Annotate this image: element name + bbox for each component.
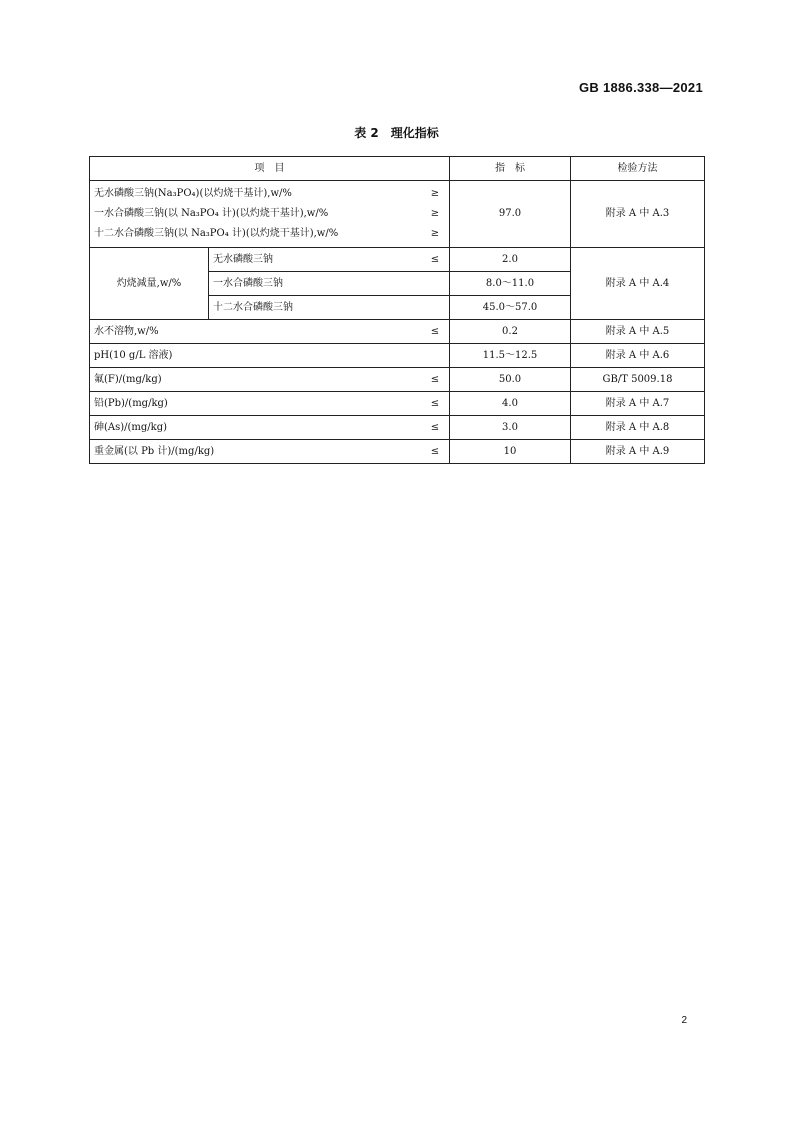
col-header-item: 项 目 [90,157,450,181]
row-label-ph: pH(10 g/L 溶液) [90,344,450,368]
value-heavy-metals: 10 [450,440,571,464]
sub-name: 无水磷酸三钠 [213,253,273,265]
row-label-ignition-loss: 灼烧减量,w/% [90,248,209,320]
gte-symbol: ≥ [430,208,440,219]
table-row-lead [90,392,705,416]
method-heavy-metals: 附录 A 中 A.9 [571,440,705,464]
row-label-arsenic [90,416,450,440]
value-anhydrous: 97.0 [450,181,571,248]
sub-label-anhydrous [209,248,450,272]
value-lead: 4.0 [450,392,571,416]
row-label-lead [90,392,450,416]
table-row-heavy-metals [90,440,705,464]
lte-symbol: ≤ [430,253,440,265]
value-insoluble: 0.2 [450,320,571,344]
row-label-heavy-metals [90,440,450,464]
lte-symbol: ≤ [430,397,440,409]
table-row-arsenic [90,416,705,440]
table-title: 表 2 理化指标 [354,126,439,140]
value-arsenic: 3.0 [450,416,571,440]
label-text: 氟(F)/(mg/kg) [94,373,162,385]
table-row-insoluble [90,320,705,344]
label-text: 重金属(以 Pb 计)/(mg/kg) [94,445,215,457]
lte-symbol: ≤ [430,373,440,385]
method-insoluble: 附录 A 中 A.5 [571,320,705,344]
line-monohydrate: 一水合磷酸三钠(以 Na₃PO₄ 计)(以灼烧干基计),w/% [94,208,329,219]
row-label-insoluble [90,320,450,344]
method-arsenic: 附录 A 中 A.8 [571,416,705,440]
label-text: 铅(Pb)/(mg/kg) [94,397,168,409]
table-row-ignition-loss-1 [90,248,705,272]
standard-code: GB 1886.338—2021 [578,80,703,95]
page-number: 2 [681,1015,687,1026]
value-ignition-monohydrate: 8.0～11.0 [450,272,571,296]
table-row-ph [90,344,705,368]
value-ignition-anhydrous: 2.0 [450,248,571,272]
line-dodecahydrate: 十二水合磷酸三钠(以 Na₃PO₄ 计)(以灼烧干基计),w/% [94,228,339,239]
label-text: 砷(As)/(mg/kg) [94,421,168,433]
col-header-spec: 指 标 [450,157,571,181]
row-label-fluoride [90,368,450,392]
table-row-anhydrous [90,181,705,248]
line-anhydrous: 无水磷酸三钠(Na₃PO₄)(以灼烧干基计),w/% [94,188,292,199]
physicochemical-spec-table [89,156,705,464]
method-ph: 附录 A 中 A.6 [571,344,705,368]
col-header-method: 检验方法 [571,157,705,181]
value-ignition-dodecahydrate: 45.0～57.0 [450,296,571,320]
table-header-row [90,157,705,181]
gte-symbol: ≥ [430,188,440,199]
method-anhydrous: 附录 A 中 A.3 [571,181,705,248]
label-text: 水不溶物,w/% [94,325,159,337]
method-lead: 附录 A 中 A.7 [571,392,705,416]
value-fluoride: 50.0 [450,368,571,392]
lte-symbol: ≤ [430,421,440,433]
sub-label-dodecahydrate: 十二水合磷酸三钠 [209,296,450,320]
value-ph: 11.5～12.5 [450,344,571,368]
lte-symbol: ≤ [430,445,440,457]
row-label-anhydrous [90,181,450,248]
table-row-fluoride [90,368,705,392]
method-ignition-loss: 附录 A 中 A.4 [571,248,705,320]
gte-symbol: ≥ [430,228,440,239]
sub-label-monohydrate: 一水合磷酸三钠 [209,272,450,296]
method-fluoride: GB/T 5009.18 [571,368,705,392]
lte-symbol: ≤ [430,325,440,337]
